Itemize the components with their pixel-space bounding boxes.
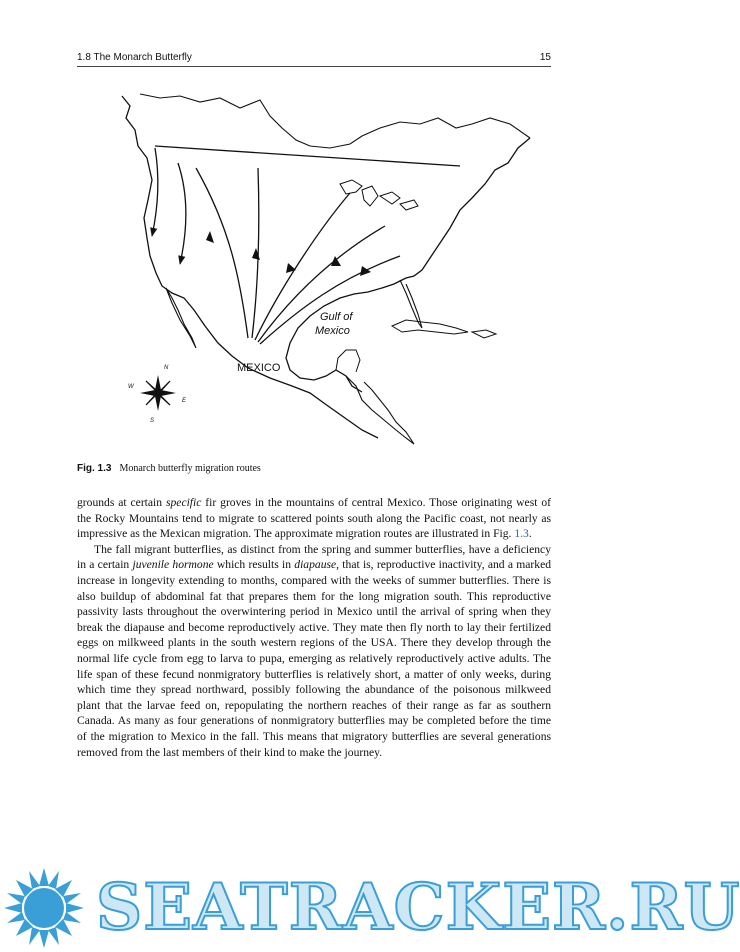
p2-text-c: , that is, reproductive inactivity, and a marked increase in longevity extending to months, compared with the weeks of summer butterflies. There is also buildup of abdominal fat that prepares them for the long migration south. This reproductive passivity lasts throughout the overwintering period in Mexico until the arrival of spring when they break the diapause and become reproductively active. They mate then fly north to lay their fertilized eggs on milkweed plants in the south western regions of the USA. There they develop through the normal life cycle from egg to larva to pupa, emerging as relatively reproductively active adults. The life span of these fecund nonmigratory butterflies is relatively short, a matter of only weeks, during which time they spread northward, possibly following the abundance of the poisonous milkweed plant that the larvae feed on, repopulating the northern reaches of their range as far as southern Canada. As many as four generations of nonmigratory butterflies may be completed before the time of the migration to Mexico in the fall. This means that migratory butterflies are several generations removed from the last members of their kind to make the journey. <box>77 558 552 759</box>
migration-map-figure <box>100 88 540 453</box>
running-head <box>77 50 551 66</box>
caption-label: Fig. 1.3 <box>77 463 112 474</box>
figure-reference-link[interactable]: 1.3 <box>514 527 529 541</box>
yucatan <box>336 350 360 372</box>
migration-map <box>100 88 540 453</box>
compass-e: E <box>182 398 187 404</box>
cuba <box>392 320 468 334</box>
p1-text-b: fir groves in the mountains of central Mexico. Those originating west of the Rocky Mountains tend to migrate to scattered points south along the Pacific coast, not nearly as impressive as the Mexican migration. The approximate migration routes are illustrated in Fig. <box>77 496 551 541</box>
great-lakes <box>340 180 418 210</box>
gulf-label-line1: Gulf of <box>320 311 353 323</box>
p2-emphasis-diapause: diapause <box>294 558 337 572</box>
figure-caption <box>77 463 551 474</box>
p1-text-c: . <box>528 527 532 541</box>
gulf-label-line2: Mexico <box>315 325 350 337</box>
route-northwest <box>196 168 248 338</box>
route-west-interior <box>178 163 186 264</box>
caption-text: Monarch butterfly migration routes <box>119 463 261 474</box>
hispaniola <box>472 330 496 338</box>
header-rule <box>77 66 551 67</box>
p2-emphasis-juvenile-hormone: juvenile hormone <box>132 558 214 572</box>
compass-n: N <box>164 365 169 371</box>
route-pacific-coast <box>152 148 158 236</box>
p2-text-b: which results in <box>213 558 295 572</box>
page-number: 15 <box>539 52 551 63</box>
compass-s: S <box>150 418 155 424</box>
coastline-east <box>286 138 530 392</box>
paragraph-2 <box>77 542 551 760</box>
compass-rose-icon <box>128 365 187 424</box>
sunburst-icon <box>0 862 100 952</box>
central-america <box>346 376 414 444</box>
route-long-top-line <box>155 146 460 166</box>
body-text <box>77 495 551 760</box>
route-arrowheads <box>206 231 371 276</box>
paragraph-1 <box>77 495 551 542</box>
p1-emphasis-specific: specific <box>165 496 202 509</box>
p1-text-a: grounds at certain <box>77 496 166 509</box>
hudson-and-north-coast <box>140 94 530 148</box>
p2-text-a: The fall migrant butterflies, as distinct from the spring and summer butterflies, have a deficiency in a certain <box>77 542 551 572</box>
coastline-west <box>122 96 378 438</box>
watermark-text: SEATRACKER.RU <box>96 870 740 945</box>
migration-routes <box>152 146 460 344</box>
compass-w: W <box>128 384 134 390</box>
mexico-label: MEXICO <box>237 362 281 374</box>
section-title: 1.8 The Monarch Butterfly <box>77 52 192 63</box>
